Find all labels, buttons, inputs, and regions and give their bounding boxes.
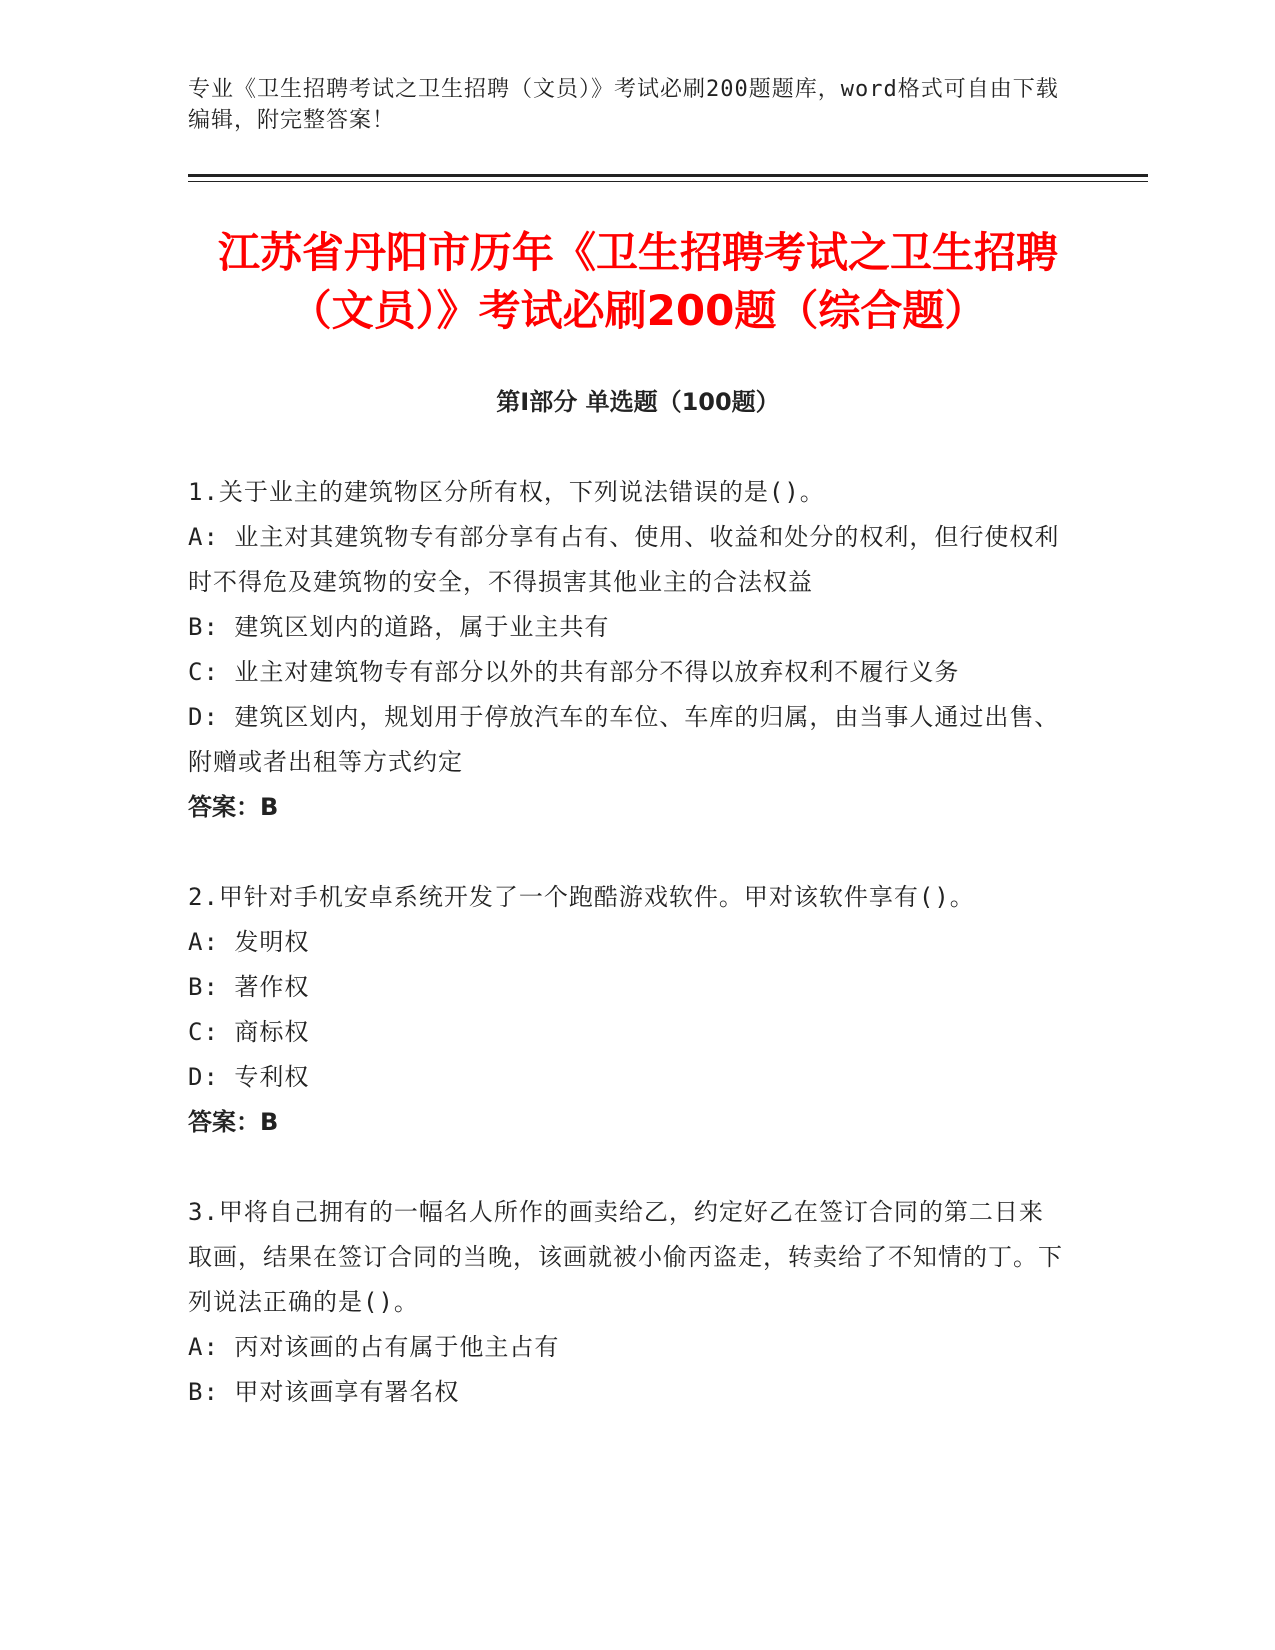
question-option-a: A: 发明权 (188, 928, 310, 956)
question-option-c: C: 商标权 (188, 1018, 310, 1046)
question-option-d: D: 建筑区划内，规划用于停放汽车的车位、车库的归属，由当事人通过出售、附赠或者出租等方式约定 (188, 703, 1060, 776)
section-title: 第Ⅰ部分 单选题（100题） (496, 388, 780, 416)
question-3 (188, 1190, 1068, 1415)
document-title: 江苏省丹阳市历年《卫生招聘考试之卫生招聘（文员）》考试必刷200题（综合题） (217, 228, 1058, 335)
header-divider-thin (188, 181, 1148, 182)
question-1 (188, 470, 1068, 830)
question-stem: 3.甲将自己拥有的一幅名人所作的画卖给乙，约定好乙在签订合同的第二日来取画，结果在签订合同的当晚，该画就被小偷丙盗走，转卖给了不知情的丁。下列说法正确的是()。 (188, 1198, 1063, 1316)
question-option-b: B: 著作权 (188, 973, 310, 1001)
question-list (188, 470, 1068, 1460)
question-stem: 2.甲针对手机安卓系统开发了一个跑酷游戏软件。甲对该软件享有()。 (188, 883, 975, 911)
header-divider-thick (188, 174, 1148, 177)
header-note: 专业《卫生招聘考试之卫生招聘（文员）》考试必刷200题题库，word格式可自由下载编辑，附完整答案！ (188, 77, 1059, 133)
question-answer: 答案：B (188, 1108, 279, 1136)
question-option-a: A: 业主对其建筑物专有部分享有占有、使用、收益和处分的权利，但行使权利时不得危及建筑物的安全，不得损害其他业主的合法权益 (188, 523, 1060, 596)
question-answer: 答案：B (188, 793, 279, 821)
question-option-a: A: 丙对该画的占有属于他主占有 (188, 1333, 560, 1361)
question-option-b: B: 建筑区划内的道路，属于业主共有 (188, 613, 610, 641)
question-2 (188, 875, 1068, 1145)
question-option-d: D: 专利权 (188, 1063, 310, 1091)
question-option-b: B: 甲对该画享有署名权 (188, 1378, 460, 1406)
question-option-c: C: 业主对建筑物专有部分以外的共有部分不得以放弃权利不履行义务 (188, 658, 960, 686)
question-stem: 1.关于业主的建筑物区分所有权，下列说法错误的是()。 (188, 478, 825, 506)
